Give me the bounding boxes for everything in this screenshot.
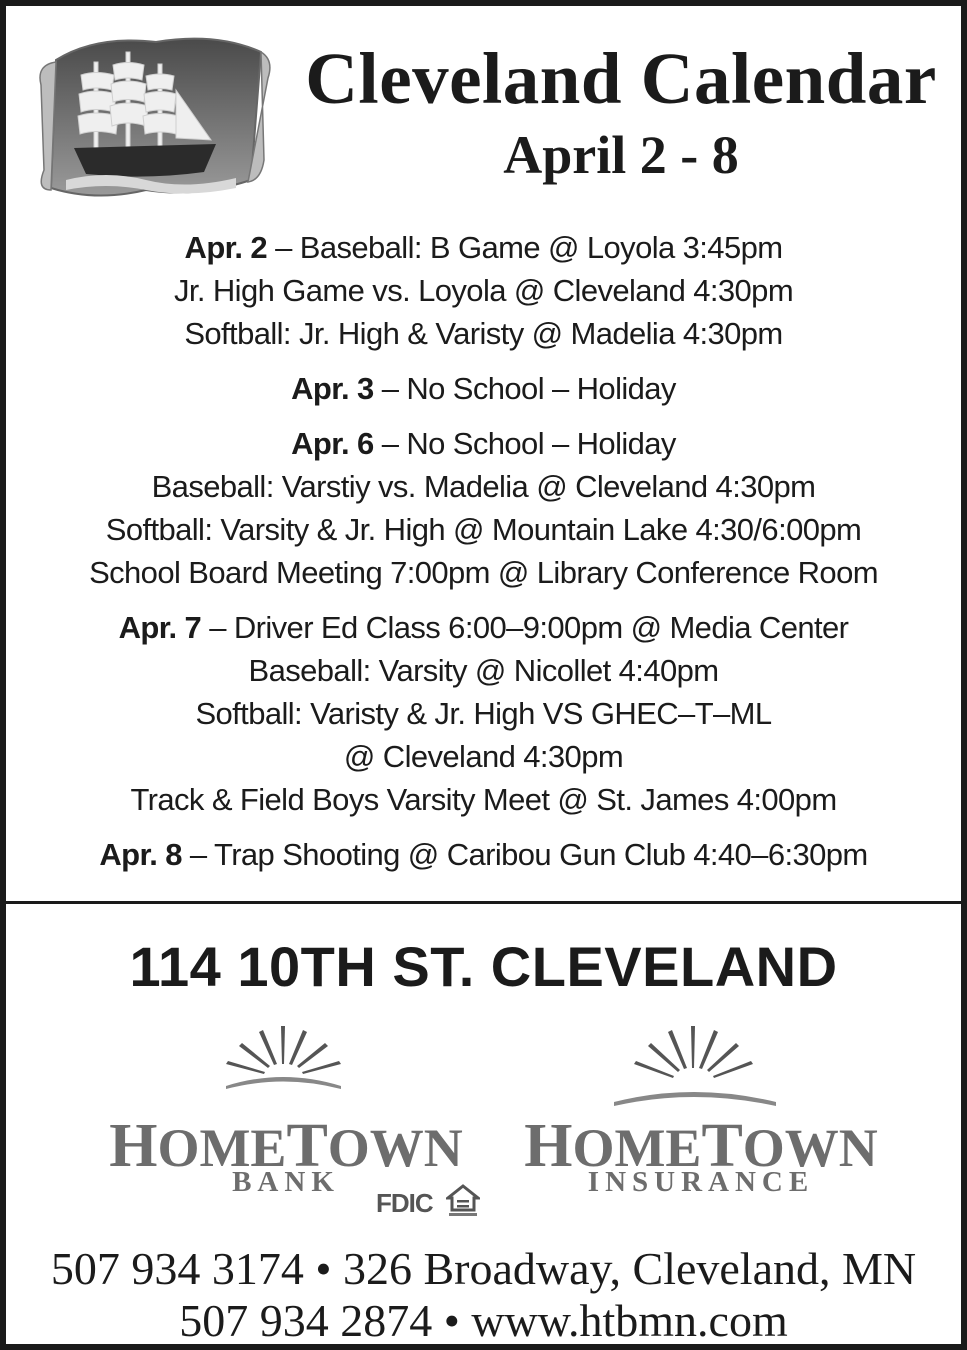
insurance-logo-wordmark: HOMETOWN [524,1112,878,1180]
event-date: Apr. 3 [291,371,374,406]
date-range: April 2 - 8 [503,125,739,185]
event-date: Apr. 6 [291,426,374,461]
equal-housing-lender-icon [446,1184,480,1218]
event-line [6,833,961,876]
insurance-logo-subtitle: INSURANCE [587,1166,815,1198]
header [6,6,961,216]
sponsor-logos [6,1016,961,1226]
contact-line-1: 507 934 3174 • 326 Broadway, Cleveland, MN [50,1243,917,1294]
event-block [6,606,961,821]
event-text: – Trap Shooting @ Caribou Gun Club 4:40–6:30pm [181,837,868,872]
ship-scroll-icon [36,30,271,205]
event-text: School Board Meeting 7:00pm @ Library Conference Room [89,555,878,590]
event-line [6,226,961,269]
event-line [6,551,961,594]
event-text: – No School – Holiday [373,371,676,406]
event-date: Apr. 2 [184,230,268,265]
event-text: – No School – Holiday [373,426,676,461]
event-block [6,422,961,594]
fdic-logo: FDIC [376,1188,433,1218]
event-line [6,422,961,465]
contact-info [6,1243,961,1347]
contact-line-2: 507 934 2874 • www.htbmn.com [179,1295,788,1346]
sunrise-icon [606,1016,781,1106]
event-line [6,465,961,508]
event-line [6,367,961,410]
sponsor-address: 114 10TH ST. CLEVELAND [129,935,838,998]
event-line [6,508,961,551]
event-text: – Baseball: B Game @ Loyola 3:45pm [267,230,783,265]
event-line [6,606,961,649]
event-text: Softball: Varsity & Jr. High @ Mountain Lake 4:30/6:00pm [105,512,862,547]
event-text: Baseball: Varsity @ Nicollet 4:40pm [248,653,719,688]
bank-logo-subtitle: BANK [232,1166,340,1198]
event-list [6,226,961,888]
event-text: Softball: Jr. High & Varisty @ Madelia 4:30pm [184,316,783,351]
event-text: Jr. High Game vs. Loyola @ Cleveland 4:30pm [173,273,794,308]
page-title: Cleveland Calendar [305,38,937,119]
event-line [6,735,961,778]
event-block [6,226,961,355]
event-block [6,833,961,876]
event-text: Track & Field Boys Varsity Meet @ St. James 4:00pm [130,782,837,817]
divider [6,901,961,904]
bank-logo-wordmark: HOMETOWN [109,1112,463,1180]
event-line [6,692,961,735]
event-text: Softball: Varisty & Jr. High VS GHEC–T–ML [195,696,772,731]
event-line [6,649,961,692]
event-date: Apr. 8 [99,837,182,872]
event-block [6,367,961,410]
event-text: @ Cleveland 4:30pm [343,739,624,774]
sunrise-icon [221,1016,346,1091]
event-text: Baseball: Varstiy vs. Madelia @ Cleveland 4:30pm [151,469,816,504]
event-text: – Driver Ed Class 6:00–9:00pm @ Media Center [201,610,849,645]
event-date: Apr. 7 [118,610,202,645]
event-line [6,778,961,821]
event-line [6,312,961,355]
event-line [6,269,961,312]
